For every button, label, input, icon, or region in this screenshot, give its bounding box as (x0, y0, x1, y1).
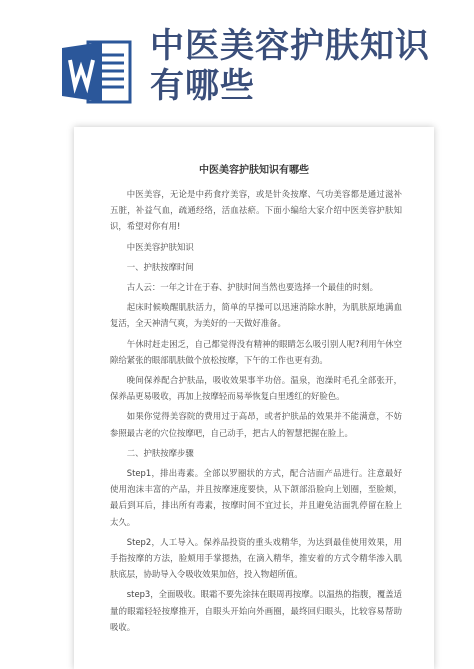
paragraph: 中医美容，无论是中药食疗美容，或是针灸按摩、气功美容都是通过滋补五脏，补益气血，疏通经络，活血祛瘀。下面小编给大家介绍中医美容护肤知识，希望对你有用! (110, 189, 402, 232)
paragraph: 起床时候唤醒肌肤活力，简单的早操可以迅速消除水肿，为肌肤原地满血复活，全天神清气爽，为美好的一天做好准备。 (110, 302, 402, 329)
section-heading: 中医美容护肤知识 (126, 241, 194, 252)
paragraph: Step1，排出毒素。全部以罗圈状的方式，配合洁面产品进行。注意最好使用泡沫丰富的产品，并且按摩速度要快，从下颌部沿脸向上划圈，至脸颊，最后到耳后，排出所有毒素，按摩时间不宜过长，并且避免洁面乳停留在脸上太久。 (110, 468, 402, 527)
page-title (150, 26, 450, 106)
paragraph: 如果你觉得美容院的费用过于高昂，或者护肤品的效果并不能满意，不妨参照最古老的穴位按摩吧，自己动手，把古人的智慧把握在脸上。 (110, 411, 402, 438)
page-title-line1: 中医美容护肤知识 (150, 26, 430, 66)
paragraph: 晚间保养配合护肤品，吸收效果事半功倍。温泉，泡澡时毛孔全部张开，保养品更易吸收，再加上按摩轻而易举恢复白里透红的好脸色。 (110, 375, 402, 402)
paragraph: Step2，人工导入。保养品投资的重头戏精华，为达到最佳使用效果，用手指按摩的方法，脸颊用手掌摁热，在滴入精华，推安着的方式令精华渗入肌肤底层，协助导入令吸收效果加倍，投入物超所值。 (110, 536, 402, 580)
document-page (74, 127, 434, 669)
paragraph: 午休时赶走困乏，自己都觉得没有精神的眼睛怎么吸引别人呢?利用午休空隙给紧张的眼部肌肤做个放松按摩，下午的工作也更有劲。 (110, 338, 402, 365)
page-title-line2: 有哪些 (150, 66, 255, 106)
paragraph: step3，全面吸收。眼霜不要先涂抹在眼周再按摩。以温热的指腹，覆盖适量的眼霜轻轻按摩推开，自眼头开始向外画圈，最终回归眼头，比较容易帮助吸收。 (110, 589, 402, 632)
word-document-icon (62, 38, 134, 106)
header (0, 0, 474, 120)
document-title: 中医美容护肤知识有哪些 (199, 165, 309, 176)
section-heading: 二、护肤按摩步骤 (126, 447, 194, 458)
paragraph: 古人云：一年之计在于春、护肤时间当然也要选择一个最佳的时刻。 (126, 282, 379, 293)
section-heading: 一、护肤按摩时间 (126, 261, 194, 272)
document-body (74, 186, 434, 635)
